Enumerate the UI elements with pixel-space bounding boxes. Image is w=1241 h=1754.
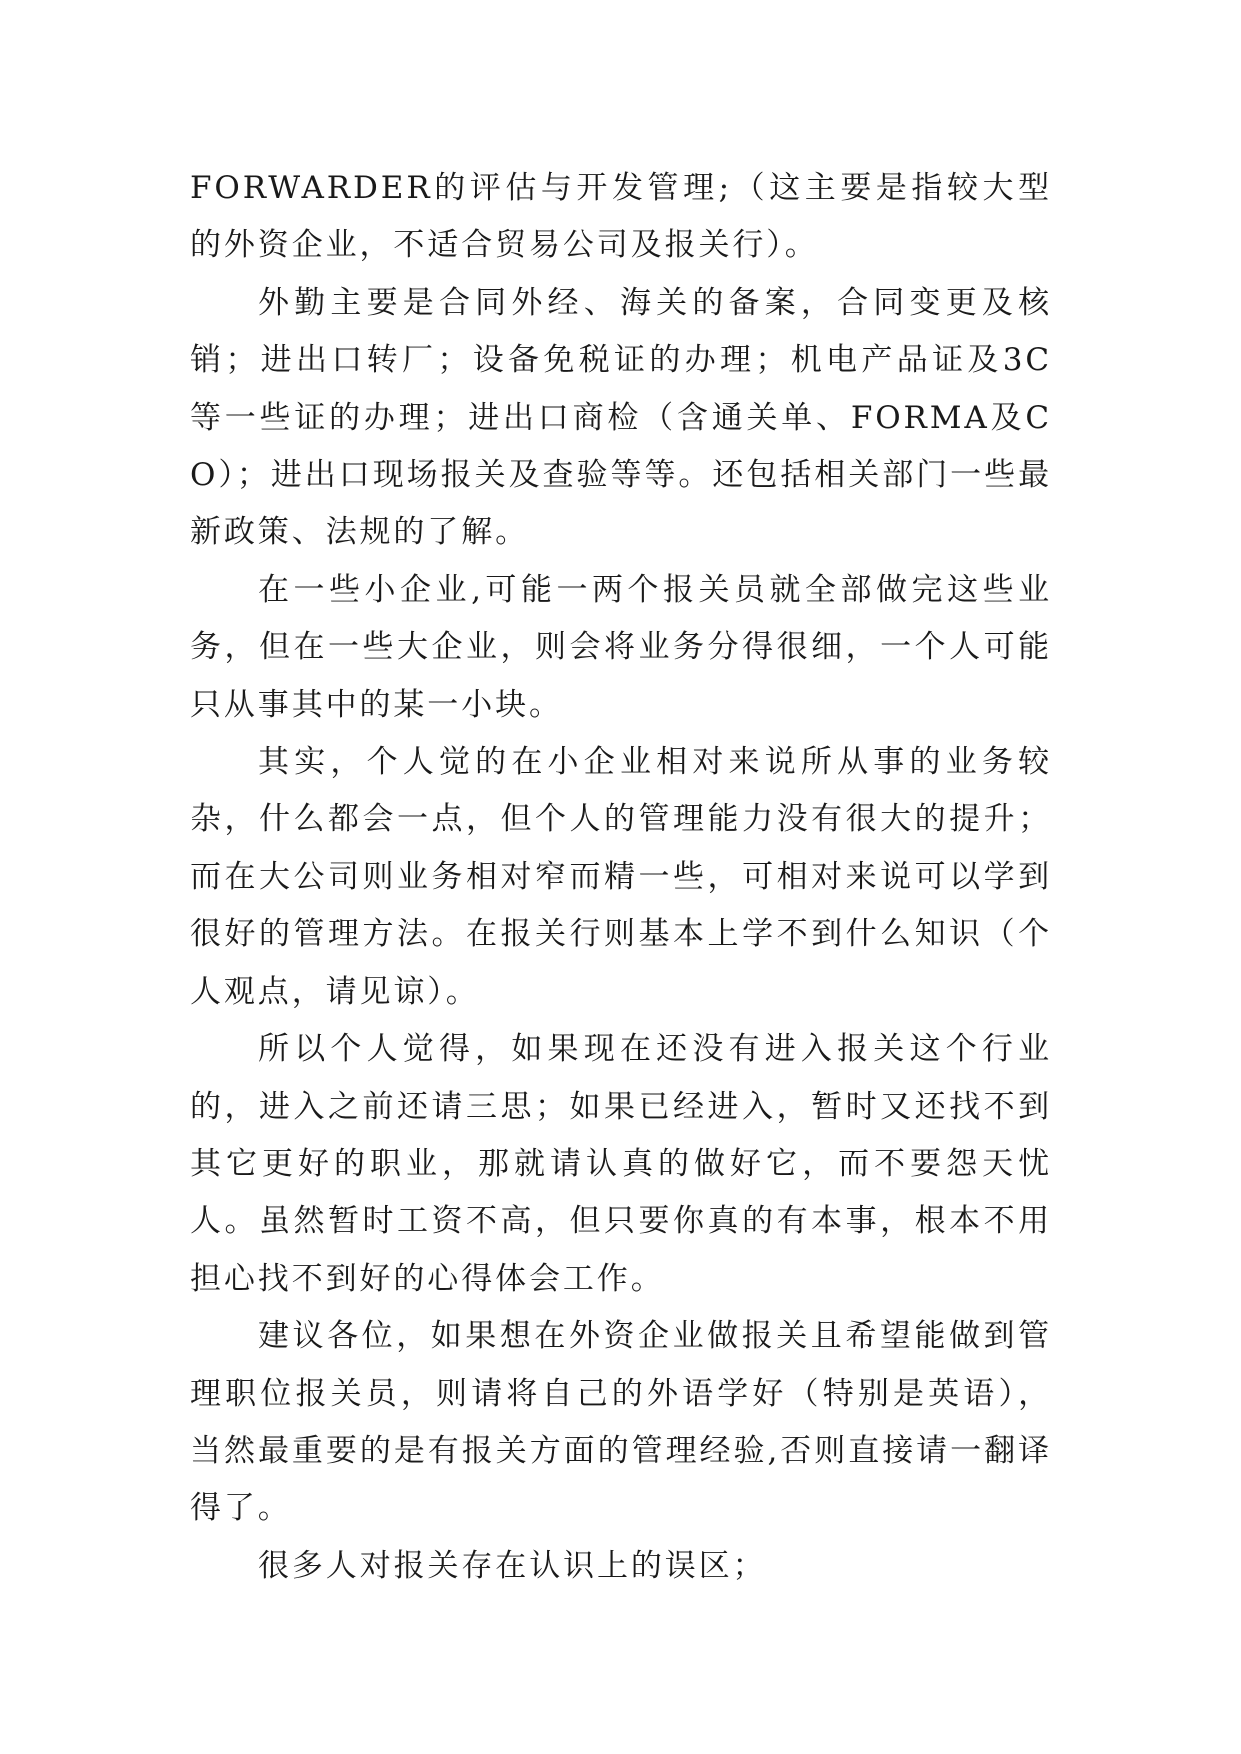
paragraph-2: 外勤主要是合同外经、海关的备案，合同变更及核销；进出口转厂；设备免税证的办理；机电产品证及3C等一些证的办理；进出口商检（含通关单、FORMA及CO）；进出口现场报关及查验等等。还包括相关部门一些最新政策、法规的了解。 xyxy=(190,284,1052,551)
paragraph-5: 所以个人觉得，如果现在还没有进入报关这个行业的，进入之前还请三思；如果已经进入，暂时又还找不到其它更好的职业，那就请认真的做好它，而不要怨天忧人。虽然暂时工资不高，但只要你真的有本事，根本不用担心找不到好的心得体会工作。 xyxy=(190,1031,1052,1297)
paragraph-4: 其实，个人觉的在小企业相对来说所从事的业务较杂，什么都会一点，但个人的管理能力没有很大的提升；而在大公司则业务相对窄而精一些，可相对来说可以学到很好的管理方法。在报关行则基本上学不到什么知识（个人观点，请见谅）。 xyxy=(190,744,1052,1010)
paragraph-3: 在一些小企业,可能一两个报关员就全部做完这些业务，但在一些大企业，则会将业务分得很细，一个人可能只从事其中的某一小块。 xyxy=(190,571,1052,723)
paragraph-6: 建议各位，如果想在外资企业做报关且希望能做到管理职位报关员，则请将自己的外语学好（特别是英语），当然最重要的是有报关方面的管理经验,否则直接请一翻译得了。 xyxy=(190,1318,1052,1527)
paragraph-1: FORWARDER的评估与开发管理;（这主要是指较大型的外资企业，不适合贸易公司及报关行）。 xyxy=(190,170,1052,264)
paragraph-7: 很多人对报关存在认识上的误区； xyxy=(258,1547,767,1584)
document-body xyxy=(190,160,1052,1595)
